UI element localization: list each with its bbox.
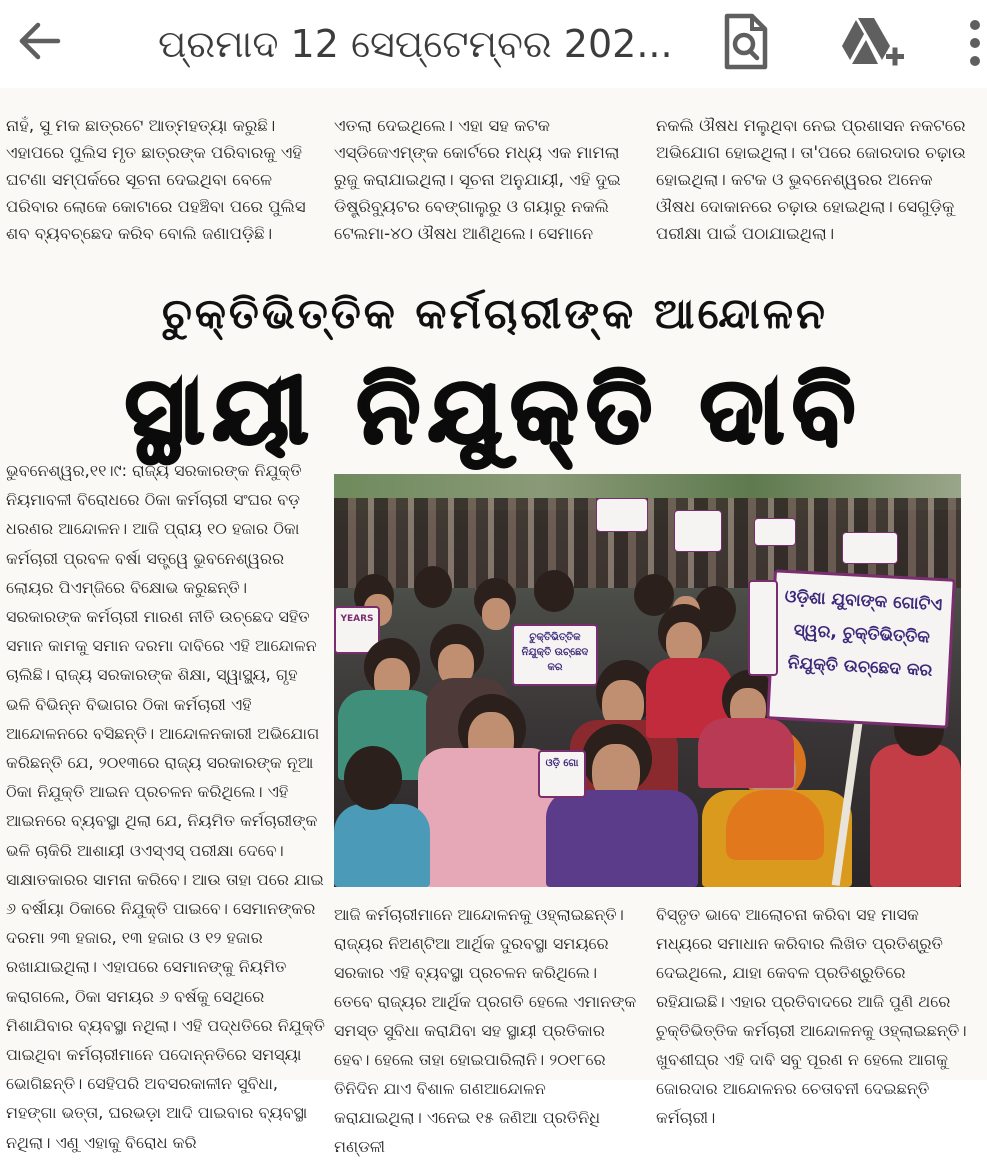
article-headline: ସ୍ଥାୟୀ ନିଯୁକ୍ତି ଦାବି — [125, 357, 863, 464]
placard-main-text: ଓଡ଼ିଶା ଯୁବାଙ୍କ ଗୋଟିଏ ସ୍ୱର, ଚୁକ୍ତିଭିତ୍ତିକ ନିଯୁକ୍ତି ଉଚ୍ଛେଦ କର — [784, 586, 943, 681]
placard-small — [512, 624, 598, 686]
article-text: ନାହଁ, ସୁ ମକ ଛାତ୍ରଟେ ଆତ୍ମହତ୍ୟା କରୁଛି। ଏହାପରେ ପୁଲିସ ମୃତ ଛାତ୍ରଙ୍କ ପରିବାରକୁ ଏହି ଘଟଣା ସମ୍ପର୍କରେ ସୂଚନା ଦେଇଥିବା ବେଳେ ପରିବାର ଲୋକେ କୋଟାରେ ପହଞ୍ଚିବା ପରେ ପୁଲିସ ଶବ ବ୍ୟବଚ୍ଛେଦ କରିବ ବୋଲି ଜଣାପଡ଼ିଛି। — [6, 116, 306, 243]
placard-left-text: YEARS — [340, 614, 374, 624]
newspaper-clipping — [0, 88, 987, 1156]
article-top-column-3 — [656, 112, 976, 247]
search-in-document-button[interactable] — [718, 10, 774, 74]
arrow-back-icon — [14, 16, 64, 66]
article-top-column-2 — [334, 112, 638, 247]
placard-small-text: ଚୁକ୍ତିଭିତ୍ତିକ ନିଯୁକ୍ତି ଉଚ୍ଛେଦ କର — [521, 632, 589, 673]
article-text: ଏତଲା ଦେଇଥିଲେ। ଏହା ସହ କଟକ ଏସ୍‌ଡିଜେଏମ୍‌ଙ୍କ କୋର୍ଟରେ ମଧ୍ୟ ଏକ ମାମଲା ରୁଜୁ କରାଯାଇଥିଲା। ସୂଚନା ଅନୁଯାୟୀ, ଏହି ଦୁଇ ଡିଷ୍ଟ୍ରିବ୍ୟୁଟର ବେଙ୍ଗାଲୁରୁ ଓ ଗୟାରୁ ନକଲି ଟେଲମା-୪୦ ଔଷଧ ଆଣିଥିଲେ। ସେମାନେ — [334, 116, 621, 243]
app-toolbar — [0, 0, 987, 88]
article-body-left — [6, 456, 326, 1157]
article-text: ବିସ୍ତୃତ ଭାବେ ଆଲୋଚନା କରିବା ସହ ମାସକ ମଧ୍ୟରେ ସମାଧାନ କରିବାର ଲିଖିତ ପ୍ରତିଶ୍ରୁତି ଦେଇଥିଲେ, ଯାହା କେବଳ ପ୍ରତିଶ୍ରୁତିରେ ରହିଯାଇଛି। ଏହାର ପ୍ରତିବାଦରେ ଆଜି ପୁଣି ଥରେ ଚୁକ୍ତିଭିତ୍ତିକ କର୍ମଚାରୀ ଆନ୍ଦୋଳନକୁ ଓହ୍ଲାଇଛନ୍ତି। ଖୁବଶୀଘ୍ର ଏହି ଦାବି ସବୁ ପୂରଣ ନ ହେଲେ ଆଗକୁ ଜୋରଦାର ଆନ୍ଦୋଳନର ଚେତାବନୀ ଦେଇଛନ୍ତି କର୍ମଚାରୀ। — [656, 905, 967, 1127]
article-body-right — [656, 900, 976, 1132]
article-body-middle — [334, 900, 638, 1161]
add-to-drive-icon — [838, 14, 908, 74]
placard-main — [766, 569, 956, 728]
article-text: ଭୁବନେଶ୍ୱର,୧୧।୯: ରାଜ୍ୟ ସରକାରଙ୍କ ନିଯୁକ୍ତି ନିୟମାବଳୀ ବିରୋଧରେ ଠିକା କର୍ମଚାରୀ ସଂଘର ବଡ଼ ଧରଣର ଆନ୍ଦୋଳନ। ଆଜି ପ୍ରାୟ ୧୦ ହଜାର ଠିକା କର୍ମଚାରୀ ପ୍ରବଳ ବର୍ଷା ସତ୍ତ୍ୱେ ଭୁବନେଶ୍ୱରର ଲୋୟର ପିଏମ୍‌ଜିରେ ବିକ୍ଷୋଭ କରୁଛନ୍ତି। ସରକାରଙ୍କ କର୍ମଚାରୀ ମାରଣ ନୀତି ଉଚ୍ଛେଦ ସହିତ ସମାନ କାମକୁ ସମାନ ଦରମା ଦାବିରେ ଏହି ଆନ୍ଦୋଳନ ଚାଲିଛି। ରାଜ୍ୟ ସରକାରଙ୍କ ଶିକ୍ଷା, ସ୍ୱାସ୍ଥ୍ୟ, ଗୃହ ଭଳି ବିଭିନ୍ନ ବିଭାଗର ଠିକା କର୍ମଚାରୀ ଏହି ଆନ୍ଦୋଳନରେ ବସିଛନ୍ତି। ଆନ୍ଦୋଳନକାରୀ ଅଭିଯୋଗ କରିଛନ୍ତି ଯେ, ୨୦୧୩ରେ ରାଜ୍ୟ ସରକାରଙ୍କ ନୂଆ ଠିକା ନିଯୁକ୍ତି ଆଇନ ପ୍ରଚଳନ କରିଥିଲେ। ଏହି ଆଇନରେ ବ୍ୟବସ୍ଥା ଥିଲା ଯେ, ନିୟମିତ କର୍ମଚାରୀଙ୍କ ଭଳି ଚାକିରି ଆଶାୟୀ ଓଏସ୍‌ଏସ୍ ପରୀକ୍ଷା ଦେବେ। ସାକ୍ଷାତକାରର ସାମନା କରିବେ। ଆଉ ତାହା ପରେ ଯାଇ ୬ ବର୍ଷୀୟା ଠିକାରେ ନିଯୁକ୍ତି ପାଇବେ। ସେମାନଙ୍କର ଦରମା ୨୩ ହଜାର, ୧୩ ହଜାର ଓ ୧୨ ହଜାର ରଖାଯାଇଥିଲା। ଏହାପରେ ସେମାନଙ୍କୁ ନିୟମିତ କରାଗଲେ, ଠିକା ସମୟର ୬ ବର୍ଷକୁ ସେଥିରେ ମିଶାଯିବାର ବ୍ୟବସ୍ଥା ନଥିଲା। ଏହି ପଦ୍ଧତିରେ ନିଯୁକ୍ତି ପାଇଥିବା କର୍ମଚାରୀମାନେ ପଦୋନ୍ନତିରେ ସମସ୍ୟା ଭୋଗିଛନ୍ତି। ସେହିପରି ଅବସରକାଳୀନ ସୁବିଧା, ମହଙ୍ଗା ଭତ୍ତା, ଘରଭଡ଼ା ଆଦି ପାଇବାର ବ୍ୟବସ୍ଥା ନଥିଲା। ଏଣୁ ଏହାକୁ ବିରୋଧ କରି — [6, 461, 325, 1152]
protest-photo — [334, 474, 961, 887]
article-kicker: ଚୁକ୍ତିଭିତ୍ତିକ କର୍ମଚାରୀଙ୍କ ଆନ୍ଦୋଳନ — [161, 289, 828, 338]
article-text: ନକଲି ଔଷଧ ମଲୁଥିବା ନେଇ ପ୍ରଶାସନ ନକଟରେ ଅଭିଯୋଗ ହୋଇଥିଲା। ତା'ପରେ ଜୋରଦାର ଚଢ଼ାଉ ହୋଇଥିଲା। କଟକ ଓ ଭୁବନେଶ୍ୱରର ଅନେକ ଔଷଧ ଦୋକାନରେ ଚଢ଼ାଉ ହୋଇଥିଲା। ସେଗୁଡ଼ିକୁ ପରୀକ୍ଷା ପାଇଁ ପଠାଯାଇଥିଲା। — [656, 116, 966, 243]
back-button[interactable] — [14, 16, 64, 66]
document-title: ପ୍ରମାଦ 12 ସେପ୍ଟେମ୍ବର 202... — [158, 22, 673, 66]
article-text: ଆଜି କର୍ମଚାରୀମାନେ ଆନ୍ଦୋଳନକୁ ଓହ୍ଲାଇଛନ୍ତି। ରାଜ୍ୟର ନିଅଣ୍ଟିଆ ଆର୍ଥିକ ଦୁରବସ୍ଥା ସମୟରେ ସରକାର ଏହି ବ୍ୟବସ୍ଥା ପ୍ରଚଳନ କରିଥିଲେ। ତେବେ ରାଜ୍ୟର ଆର୍ଥିକ ପ୍ରଗତି ହେଲେ ଏମାନଙ୍କ ସମସ୍ତ ସୁବିଧା କରାଯିବା ସହ ସ୍ଥାୟୀ ପ୍ରତିକାର ହେବ। ହେଲେ ତାହା ହୋଇପାରିଲାନି। ୨୦୧୮ରେ ତିନିଦିନ ଯାଏ ବିଶାଳ ଗଣଆନ୍ଦୋଳନ କରାଯାଇଥିଲା। ଏନେଇ ୧୫ ଜଣିଆ ପ୍ରତିନିଧି ମଣ୍ଡଳୀ — [334, 905, 637, 1156]
more-options-button[interactable] — [962, 12, 987, 72]
placard-lower — [538, 750, 586, 798]
article-top-column-1 — [6, 112, 324, 247]
placard-lower-text: ଓଡ଼ି ଗୋ — [545, 758, 579, 769]
add-to-drive-button[interactable] — [838, 14, 908, 74]
search-document-icon — [718, 10, 774, 74]
